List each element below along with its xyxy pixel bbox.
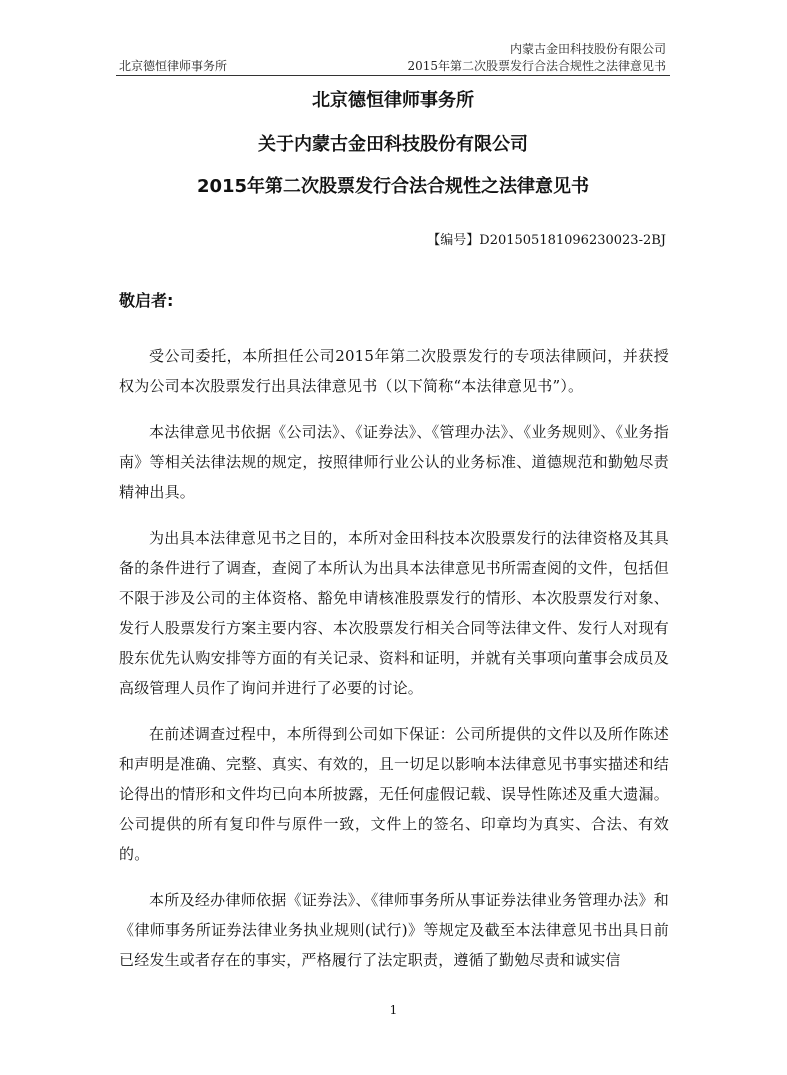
header-firm-name: 北京德恒律师事务所 bbox=[119, 59, 228, 73]
paragraph-5: 本所及经办律师依据《证券法》、《律师事务所从事证券法律业务管理办法》和《律师事务所证券法律业务执业规则(试行)》等规定及截至本法律意见书出具日前已经发生或者存在的事实，严格履行了法定职责，遵循了勤勉尽责和诚实信 bbox=[119, 891, 669, 969]
paragraph-2: 本法律意见书依据《公司法》、《证券法》、《管理办法》、《业务规则》、《业务指南》等相关法律法规的规定，按照律师行业公认的业务标准、道德规范和勤勉尽责精神出具。 bbox=[119, 423, 669, 501]
paragraph-3: 为出具本法律意见书之目的，本所对金田科技本次股票发行的法律资格及其具备的条件进行了调查，查阅了本所认为出具本法律意见书所需查阅的文件，包括但不限于涉及公司的主体资格、豁免申请核准股票发行的情形、本次股票发行对象、发行人股票发行方案主要内容、本次股票发行相关合同等法律文件、发行人对现有股东优先认购安排等方面的有关记录、资料和证明，并就有关事项向董事会成员及高级管理人员作了询问并进行了必要的讨论。 bbox=[119, 529, 669, 697]
header-right-block bbox=[407, 41, 666, 75]
page-number: 1 bbox=[389, 1003, 398, 1017]
paragraph-4: 在前述调查过程中，本所得到公司如下保证：公司所提供的文件以及所作陈述和声明是准确、完整、真实、有效的，且一切足以影响本法律意见书事实描述和结论得出的情形和文件均已向本所披露，无任何虚假记载、误导性陈述及重大遗漏。公司提供的所有复印件与原件一致，文件上的签名、印章均为真实、合法、有效的。 bbox=[119, 725, 669, 863]
title-company: 关于内蒙古金田科技股份有限公司 bbox=[258, 134, 528, 155]
header-document-title: 2015年第二次股票发行合法合规性之法律意见书 bbox=[407, 59, 666, 73]
title-opinion: 2015年第二次股票发行合法合规性之法律意见书 bbox=[196, 176, 590, 197]
header-company-name: 内蒙古金田科技股份有限公司 bbox=[509, 42, 666, 56]
paragraph-1: 受公司委托，本所担任公司2015年第二次股票发行的专项法律顾问，并获授权为公司本次股票发行出具法律意见书（以下简称“本法律意见书”）。 bbox=[119, 347, 669, 395]
salutation: 敬启者: bbox=[119, 291, 174, 310]
title-firm: 北京德恒律师事务所 bbox=[312, 90, 474, 111]
header-divider bbox=[116, 75, 670, 76]
body-text bbox=[119, 341, 669, 991]
document-number: 【编号】D201505181096230023-2BJ bbox=[427, 233, 666, 248]
